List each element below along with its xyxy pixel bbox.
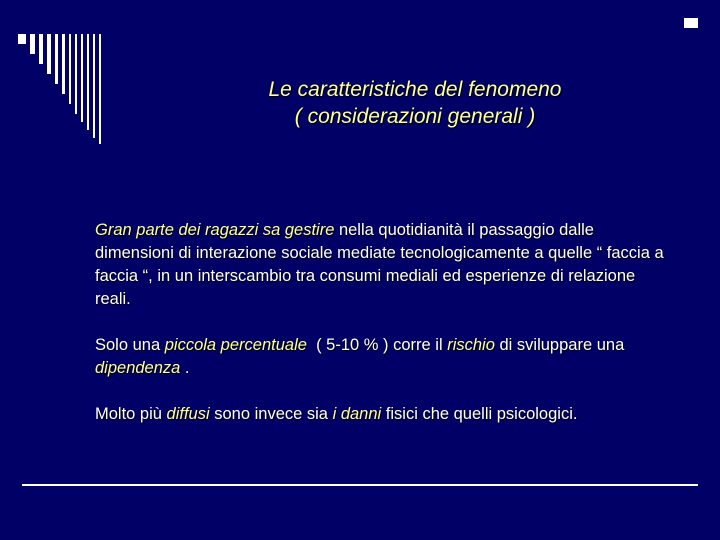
body-text: Molto più — [95, 405, 167, 423]
emphasis-text: piccola percentuale — [164, 336, 307, 354]
emphasis-text: dipendenza — [95, 359, 181, 377]
slide-title — [150, 76, 680, 130]
decorative-corner-mark — [684, 18, 698, 28]
body-text: ( 5-10 % ) corre il — [306, 336, 448, 354]
body-text: fisici che quelli psicologici. — [381, 405, 578, 423]
emphasis-text: rischio — [447, 336, 495, 354]
slide-body — [95, 219, 675, 449]
title-line-2: ( considerazioni generali ) — [294, 105, 536, 128]
title-line-1: Le caratteristiche del fenomeno — [268, 78, 562, 101]
body-text: Solo una — [95, 336, 165, 354]
body-text: di sviluppare una — [494, 336, 625, 354]
paragraph-1 — [95, 219, 675, 311]
emphasis-text: i danni — [332, 405, 382, 423]
body-text: nella quotidianità il passaggio dalle dimensioni di interazione sociale mediate tecnologicamente a quelle “ faccia a faccia “, in un interscambio tra consumi mediali ed esperienze di relazione reali. — [95, 221, 664, 308]
body-text: . — [180, 359, 190, 377]
decorative-bars-graphic — [18, 34, 128, 144]
paragraph-3 — [95, 403, 675, 426]
emphasis-text: Gran parte dei ragazzi sa gestire — [95, 221, 335, 239]
body-text: sono invece sia — [209, 405, 333, 423]
footer-divider — [22, 484, 698, 486]
emphasis-text: diffusi — [166, 405, 210, 423]
paragraph-2 — [95, 334, 675, 380]
